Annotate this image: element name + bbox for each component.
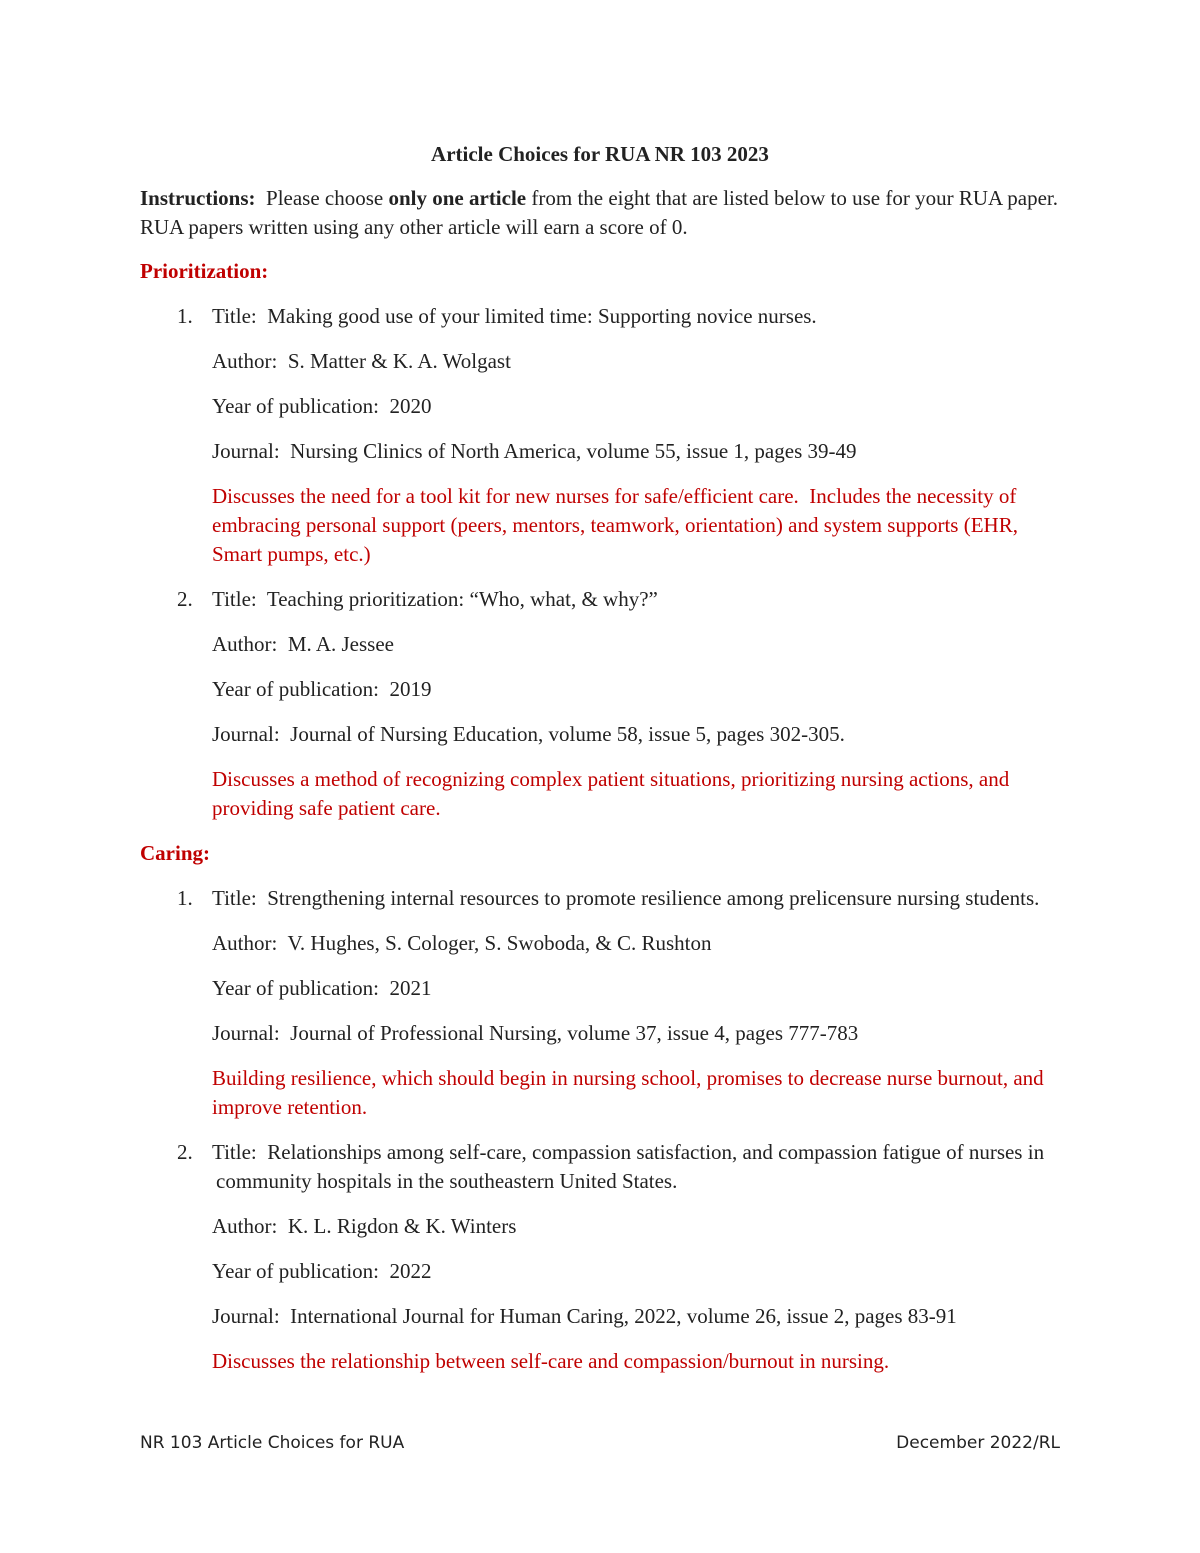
article-item bbox=[140, 1138, 1060, 1376]
article-author: Author: V. Hughes, S. Cologer, S. Swoboda, & C. Rushton bbox=[212, 931, 712, 955]
article-journal: Journal: International Journal for Human Caring, 2022, volume 26, issue 2, pages 83-91 bbox=[212, 1304, 957, 1328]
article-journal: Journal: Nursing Clinics of North America, volume 55, issue 1, pages 39-49 bbox=[212, 439, 857, 463]
document-body bbox=[140, 140, 1069, 1392]
article-description: Discusses the relationship between self-care and compassion/burnout in nursing. bbox=[212, 1349, 890, 1373]
article-author: Author: K. L. Rigdon & K. Winters bbox=[212, 1214, 517, 1238]
instructions-paragraph bbox=[140, 184, 1069, 242]
article-description: Discusses the need for a tool kit for new nurses for safe/efficient care. Includes the necessity of embracing personal support (peers, mentors, teamwork, orientation) and system supports (EHR, Smart pumps, etc.) bbox=[212, 484, 1024, 566]
instructions-label: Instructions: bbox=[140, 186, 256, 210]
article-journal: Journal: Journal of Nursing Education, volume 58, issue 5, pages 302-305. bbox=[212, 722, 845, 746]
instructions-emphasis: only one article bbox=[388, 186, 527, 210]
instructions-text-after: from the eight that are listed below to use for your RUA paper. RUA papers written using any other article will earn a score of 0. bbox=[140, 186, 1069, 239]
footer-left-text: NR 103 Article Choices for RUA bbox=[140, 1433, 405, 1453]
footer-right-text: December 2022/RL bbox=[896, 1433, 1060, 1453]
section-heading: Caring: bbox=[140, 841, 210, 865]
article-item bbox=[140, 302, 1060, 569]
article-item bbox=[140, 585, 1060, 823]
section-heading: Prioritization: bbox=[140, 259, 269, 283]
article-title: Title: Teaching prioritization: “Who, what, & why?” bbox=[212, 587, 658, 611]
article-description: Building resilience, which should begin in nursing school, promises to decrease nurse burnout, and improve retention. bbox=[212, 1066, 1049, 1119]
article-number: 1. bbox=[177, 304, 193, 328]
page-title: Article Choices for RUA NR 103 2023 bbox=[431, 142, 769, 166]
section-prioritization bbox=[140, 257, 1060, 823]
article-author: Author: S. Matter & K. A. Wolgast bbox=[212, 349, 511, 373]
section-caring bbox=[140, 839, 1060, 1376]
instructions-text-before: Please choose bbox=[255, 186, 389, 210]
article-author: Author: M. A. Jessee bbox=[212, 632, 394, 656]
article-number: 1. bbox=[177, 886, 193, 910]
article-year: Year of publication: 2021 bbox=[212, 976, 432, 1000]
article-year: Year of publication: 2022 bbox=[212, 1259, 432, 1283]
article-number: 2. bbox=[177, 1140, 193, 1164]
article-title: Title: Strengthening internal resources to promote resilience among prelicensure nursing students. bbox=[212, 886, 1040, 910]
article-journal: Journal: Journal of Professional Nursing, volume 37, issue 4, pages 777-783 bbox=[212, 1021, 859, 1045]
article-year: Year of publication: 2019 bbox=[212, 677, 432, 701]
article-number: 2. bbox=[177, 587, 193, 611]
article-title: Title: Making good use of your limited time: Supporting novice nurses. bbox=[212, 304, 817, 328]
article-description: Discusses a method of recognizing complex patient situations, prioritizing nursing actions, and providing safe patient care. bbox=[212, 767, 1015, 820]
article-year: Year of publication: 2020 bbox=[212, 394, 432, 418]
article-title: Title: Relationships among self-care, compassion satisfaction, and compassion fatigue of nurses in community hospitals in the southeastern United States. bbox=[212, 1140, 1050, 1193]
article-item bbox=[140, 884, 1060, 1122]
